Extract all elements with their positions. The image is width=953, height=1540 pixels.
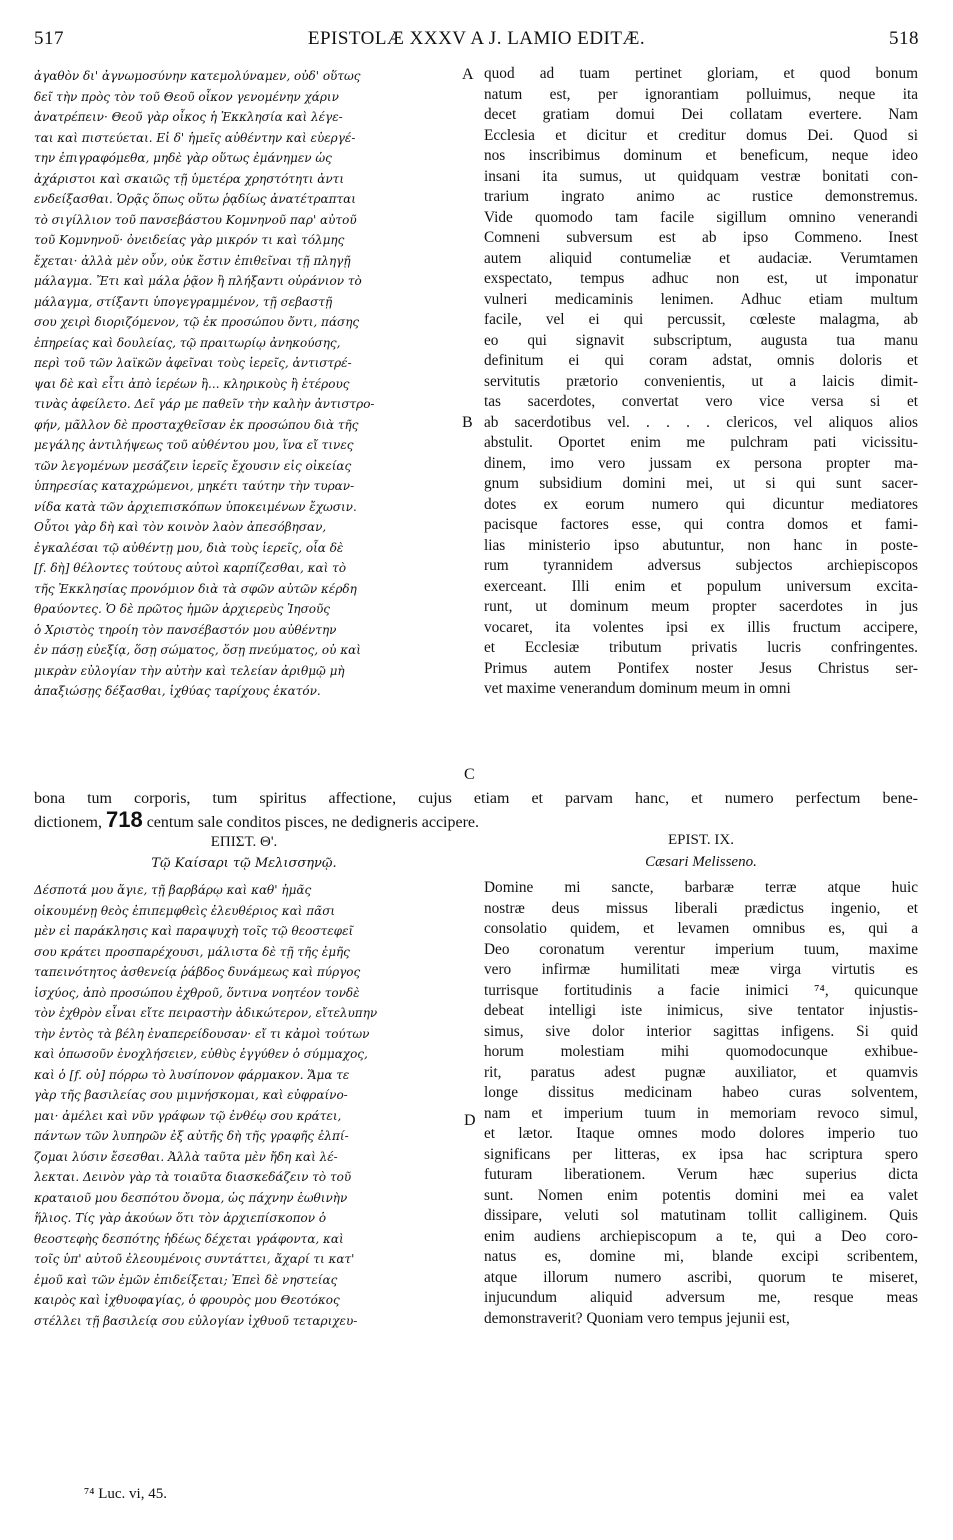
latin-text-line: significans per litteras, ex ipsa hac scriptura spero — [484, 1145, 918, 1163]
greek-text-line: ται καὶ πιστεύεται. Εἰ δ' ἡμεῖς αὐθέντην καὶ εὐεργέ- — [34, 130, 356, 145]
latin-text-line: nos inscribimus dominum et beneficum, neque ideo — [484, 147, 918, 164]
latin-text-line: autem aliquid contumeliæ et audaciæ. Verumtamen — [484, 249, 918, 267]
greek-text-line: Δέσποτά μου ἅγιε, τῇ βαρβάρῳ καὶ καθ' ἡμᾶς — [34, 883, 312, 897]
latin-text-line: vero infirmæ humilitati meæ virga virtutis es — [484, 961, 918, 978]
greek-text-line: την ἐπιγραφόμεθα, μηδὲ γὰρ οὕτως ἐμάνημεν ὡς — [34, 151, 332, 165]
running-header — [34, 28, 919, 58]
latin-text-line: trarium ingrato animo ac rustice demonstremus. — [484, 188, 918, 205]
latin-text-line: ab sacerdotibus vel. . . . . clericos, vel aliquos alios — [484, 413, 918, 431]
latin-text-line: Primus autem Pontifex noster Jesus Christus ser- — [484, 659, 918, 677]
greek-text-line: μεγάλης ἀντιλήψεως τοῦ αὐθέντου μου, ἵνα εἴ τινες — [34, 438, 354, 452]
full-width-text — [34, 788, 918, 830]
greek-text-line: ἐμοῦ καὶ τῶν ἐμῶν ἐπιδείξεται; Ἐπεὶ δὲ νηστείας — [34, 1272, 338, 1287]
greek-text-line: τὸ σιγίλλιον τοῦ πανσεβάστου Κομνηνοῦ παρ' αὐτοῦ — [34, 212, 357, 227]
greek-epistle-heading: ΕΠΙΣΤ. Θ'. — [210, 834, 278, 850]
greek-text-line: δεῖ τὴν πρὸς τὸν τοῦ Θεοῦ οἶκον γενομένην χάριν — [34, 89, 339, 104]
greek-text-line: οἰκουμένῃ θεὸς ἐπιπεμφθεὶς ἐλευθέριος καὶ πᾶσι — [34, 903, 336, 918]
greek-text-line: ψαι δὲ καὶ εἶτι ἀπὸ ἱερέων ἢ... κληρικοὺς ἢ ἑτέρους — [34, 376, 350, 391]
greek-text-line: νίδα κατὰ τῶν ἀρχιεπισκόπων ὑποκειμένων ἔχωσιν. — [34, 499, 357, 514]
latin-text-line: atque illorum numero ascribi, quorum te miseret, — [484, 1268, 918, 1286]
latin-text-line: horum molestiam mihi quomodocunque exhibue- — [484, 1043, 918, 1060]
latin-text-line: insani ita sumus, ut quidquam vestræ bonitati con- — [484, 167, 918, 185]
latin-text-line: natum est, per ignorantiam polluimus, neque ita — [484, 85, 918, 103]
greek-text-line: τῶν λεγομένων μεσάζειν ἱερεῖς ἔχουσιν εἰς οἰκείας — [34, 458, 352, 473]
greek-text-line: σου χειρὶ διοριζόμενον, τῷ ἐκ προσώπου ὄντι, πάσης — [34, 315, 360, 329]
page-number-left: 517 — [34, 28, 64, 49]
latin-text-line: dotes ex eorum numero qui dicuntur mediatores — [484, 495, 918, 513]
footnote: ⁷⁴ Luc. vi, 45. — [84, 1486, 167, 1502]
greek-text-line: σου κράτει προσπαρέχουσι, μάλιστα δὲ τῇ τῆς ἐμῆς — [34, 944, 350, 959]
margin-marker-c: C — [464, 766, 475, 783]
greek-text-line: τὴν ἐντὸς τὰ βέλη ἐναπερείδουσαν· εἴ τι κἀμοὶ τούτων — [34, 1026, 370, 1041]
latin-epistle-address: Cæsari Melisseno. — [645, 854, 757, 870]
greek-text-line: ὁ Χριστὸς τηροίη τὸν πανσέβαστόν μου αὐθέντην — [34, 622, 337, 637]
page-number-right: 518 — [889, 28, 919, 49]
greek-text-line: θεοστεφὴς δεσπότης ἡδέως δέχεται γράφοντα, καὶ — [34, 1231, 344, 1246]
greek-text-line: θραύοντες. Ὁ δὲ πρῶτος ἡμῶν ἀρχιερεὺς Ἰησοῦς — [34, 602, 331, 616]
full-line-2-start: dictionem, — [34, 814, 106, 831]
latin-text-line: Domine mi sancte, barbaræ terræ atque huic — [484, 879, 918, 896]
latin-text-line: et Ecclesiæ tributum privatis lucris confringentes. — [484, 639, 918, 656]
greek-text-line: στέλλει τῇ βασιλείᾳ σου εὐλογίαν ἰχθυοῦ τεταριχευ- — [34, 1313, 358, 1328]
greek-text-line: τοῖς ὑπ' αὐτοῦ ἐλεουμένοις συντάττει, ἄχαρί τι κατ' — [34, 1252, 355, 1266]
greek-column-bottom — [34, 880, 454, 1331]
latin-text-line: natus es, domine mi, blande excipi scribentem, — [484, 1248, 918, 1265]
latin-text-line: Vide quomodo tam facile sigillum omnino venerandi — [484, 208, 918, 226]
latin-text-line: vet maxime venerandum dominum meum in omni — [484, 680, 791, 697]
greek-text-line: τὸν ἐχθρὸν εἶναι εἴτε πειραστὴν ἀδικώτερον, εἴτελυπην — [34, 1006, 378, 1020]
greek-text-line: ὑπηρεσίας καταχρώμενοι, μηκέτι ταύτην τὴν τυραν- — [34, 479, 355, 493]
latin-text-line: et lætor. Itaque omnes modo dolores imperio tuo — [484, 1125, 918, 1142]
latin-text-line: pacisque factores esse, qui contra domos et fami- — [484, 516, 918, 533]
greek-text-line: καὶ ὁπωσοῦν ἐνοχλήσειεν, εὐθὺς ἐγγύθεν ὁ σύμμαχος, — [34, 1047, 368, 1061]
greek-text-line: περὶ τοῦ τῶν λαϊκῶν ἀφεῖναι τοὺς ἱερεῖς, ἀντιστρέ- — [34, 356, 352, 370]
greek-text-line: ἰσχύος, ἀπὸ προσώπου ἐχθροῦ, ὅντινα νοητέον τονδὲ — [34, 985, 360, 1000]
latin-text-line: facile, vel ei qui percussit, cœleste malagma, ab — [484, 311, 918, 328]
greek-epistle-address: Τῷ Καίσαρι τῷ Μελισσηνῷ. — [151, 856, 337, 871]
greek-text-line: τοῦ Κομνηνοῦ· ὀνειδείας γὰρ μικρόν τι καὶ τόλμης — [34, 233, 345, 247]
greek-text-line: ἔχεται· ἀλλὰ μὲν οὖν, οὐκ ἔστιν ἐπιθεῖναι τῇ πληγῇ — [34, 253, 351, 268]
latin-text-line: longe dissitus medicinam habeo curas solventem, — [484, 1084, 918, 1101]
greek-text-line: ἀπαξιώσῃς δέξασθαι, ἰχθύας ταρίχους ἑκατόν. — [34, 684, 321, 698]
latin-text-line: Deo coronatum verentur imperium tuum, maxime — [484, 940, 918, 958]
greek-text-line: ἐγκαλέσαι τῷ αὐθέντῃ μου, διὰ τοὺς ἱερεῖς, οἷα δὲ — [34, 540, 344, 555]
greek-text-line: τῆς Ἐκκλησίας προνόμιον διὰ τὰ σφῶν αὐτῶν κέρδη — [34, 581, 357, 596]
greek-text-line: καὶ ὁ [f. οὐ] πόρρω τὸ λυσίπονον φάρμακον. Ἅμα τε — [34, 1067, 350, 1082]
greek-text-line: μικρὰν εὐλογίαν τὴν αὐτὴν καὶ τελείαν ἀριθμῷ μὴ — [34, 663, 345, 678]
latin-epistle-heading: EPIST. IX. — [668, 832, 734, 848]
latin-text-line: eo qui signavit subscriptum, augusta tua manu — [484, 331, 918, 349]
greek-text-line: μὲν εἰ παράκλησις καὶ παραψυχὴ τοῖς τῷ θεοστεφεῖ — [34, 924, 354, 938]
latin-text-line: rit, paratus adest pugnæ auxiliator, et quamvis — [484, 1063, 918, 1081]
latin-text-line: consolatio quidem, et levamen omnibus es, qui a — [484, 920, 918, 937]
latin-column-bottom — [484, 878, 918, 1329]
greek-text-line: ἥλιος. Τίς γὰρ ἀκούων ὅτι τὸν ἀρχιεπίσκοπον ὁ — [34, 1211, 327, 1225]
full-line-2-rest: centum sale conditos pisces, ne dedigneris accipere. — [142, 814, 480, 831]
margin-marker-d: D — [464, 1112, 476, 1129]
latin-text-line: sunt. Nomen enim potentis domini mei ea valet — [484, 1186, 918, 1204]
running-title: EPISTOLÆ XXXV A J. LAMIO EDITÆ. — [307, 28, 646, 49]
latin-text-line: nam et imperium tuum in memoriam revoco simul, — [484, 1104, 918, 1122]
greek-text-line: λεκται. Δεινὸν γὰρ τὰ τοιαῦτα διασκεδάζειν τὸ τοῦ — [34, 1170, 352, 1184]
latin-text-line: definitum ei qui coram adstat, omnis doloris et — [484, 352, 918, 369]
latin-text-line: gnum subsidium domini mei, ut si qui sunt sacer- — [484, 475, 918, 492]
greek-text-line: ἐν πάσῃ εὐεξίᾳ, ὅσῃ σώματος, ὅσῃ πνεύματος, οὐ καὶ — [34, 643, 361, 657]
greek-text-line: μάλαγμα, στίξαντι ὑπογεγραμμένον, τῇ σεβαστῇ — [34, 294, 333, 309]
latin-text-line: simus, sive dolor interior sagittas infigens. Si quid — [484, 1022, 918, 1040]
latin-text-line: Ecclesia et dicitur et creditur domus Dei. Quod si — [484, 126, 918, 144]
latin-text-line: tas sacerdotes, convertat vero vice versa si et — [484, 393, 918, 410]
greek-text-line: ἀχάριστοι καὶ σκαιῶς τῇ ὑμετέρα χρηστότητι ἀντι — [34, 171, 345, 186]
latin-text-line: decet gratiam domui Dei collatam evertere. Nam — [484, 106, 918, 123]
latin-text-line: demonstraverit? Quoniam vero tempus jejunii est, — [484, 1309, 790, 1327]
latin-text-line: dissipare, veluti sol matutinam tollit calliginem. Quis — [484, 1207, 918, 1224]
greek-text-line: τινὰς ἀφείλετο. Δεῖ γάρ με παθεῖν τὴν καλὴν ἀντιστρο- — [34, 397, 375, 411]
latin-text-line: dinem, imo vero jussam ex persona propter ma- — [484, 454, 918, 472]
latin-text-line: lias ministerio ipso abutuntur, non hanc in poste- — [484, 536, 918, 554]
latin-text-line: injucundum aliquid adversum me, resque meas — [484, 1289, 918, 1306]
greek-text-line: γὰρ τῆς βασιλείας σου μιμνήσκομαι, καὶ εὐφραίνο- — [34, 1088, 348, 1102]
latin-text-line: runt, ut dominum meum propter sacerdotes in jus — [484, 598, 918, 615]
latin-text-line: servitutis prætorio convenientis, ut a laicis dimit- — [484, 372, 918, 390]
latin-text-line: nostræ deus missus liberali prædictus ingenio, et — [484, 899, 918, 917]
greek-text-line: μάλαγμα. Ἔτι καὶ μάλα ῥᾷον ἢ πλήξαντι οὐράνιον τὸ — [34, 274, 362, 288]
latin-text-line: futuram liberationem. Verum hæc superius dicta — [484, 1166, 918, 1183]
latin-text-line: debeat intelligi iste inimicus, sive tentator injustis- — [484, 1002, 918, 1019]
latin-text-line: exspectato, tempus adhuc non est, ut imponatur — [484, 270, 918, 287]
greek-text-line: [f. δὴ] θέλοντες τούτους αὐτοὶ καρπίζεσθαι, καὶ τὸ — [34, 561, 347, 575]
greek-text-line: ἀγαθὸν δι' ἀγνωμοσύνην κατεμολύναμεν, οὐδ' οὕτως — [34, 69, 361, 83]
latin-text-line: vocaret, ita volentes ipsi ex illis fructum accipere, — [484, 618, 918, 636]
greek-text-line: πάντων τῶν λυπηρῶν ἐξ αὐτῆς δὴ τῆς γραφῆς ἐλπί- — [34, 1129, 349, 1143]
latin-text-line: exerceant. Illi enim et populum universum excita- — [484, 577, 918, 595]
latin-text-line: Comneni subversum est ab ipso Commeno. Inest — [484, 229, 918, 246]
greek-column-top — [34, 66, 454, 702]
greek-text-line: κραταιοῦ μου δεσπότου ὄνομα, ὡς πάχνην ἑωθινὴν — [34, 1190, 348, 1205]
greek-text-line: καιρὸς καὶ ἰχθυοφαγίας, ὁ φρουρὸς μου Θεοτόκος — [34, 1293, 340, 1307]
greek-text-line: ταπεινότητος ἀσθενείᾳ ῥάβδος δυνάμεως καὶ πύργος — [34, 965, 361, 979]
margin-marker-b: B — [462, 414, 473, 431]
greek-text-line: ενδείξασθαι. Ὁρᾷς ὅπως οὕτω ῥᾳδίως ἀνατέτραπται — [34, 192, 356, 206]
greek-text-line: ἐπηρείας καὶ δουλείας, τῷ πραιτωρίῳ ἀνηκούσης, — [34, 335, 341, 350]
latin-text-line: quod ad tuam pertinet gloriam, et quod bonum — [484, 65, 918, 82]
margin-marker-a: A — [462, 66, 474, 83]
full-line-2 — [34, 809, 918, 830]
latin-text-line: vulneri medicaminis lenimen. Adhuc etiam multum — [484, 290, 918, 308]
full-line-1: bona tum corporis, tum spiritus affectione, cujus etiam et parvam hanc, et numero perfectum bene- — [34, 790, 918, 807]
greek-text-line: ζομαι λύσιν ἔσεσθαι. Ἀλλὰ ταῦτα μὲν ἤδη καὶ λέ- — [34, 1149, 338, 1164]
greek-text-line: ἀνατρέπειν· Θεοῦ γὰρ οἶκος ἡ Ἐκκλησία καὶ λέγε- — [34, 110, 343, 124]
latin-text-line: abstulit. Oportet enim me pulchram pati vicissitu- — [484, 434, 918, 451]
latin-text-line: turrisque fortitudinis a facie inimici ⁷⁴, quicunque — [484, 981, 918, 999]
greek-text-line: μαι· ἀμέλει καὶ νῦν γράφων τῷ ἐνθέῳ σου κράτει, — [34, 1108, 342, 1123]
greek-text-line: φήν, μᾶλλον δὲ προσταχθεῖσαν ἐκ προσώπου διὰ τῆς — [34, 417, 359, 432]
latin-text-line: enim audiens archiepiscopum a te, qui a Deo coro- — [484, 1227, 918, 1245]
marginal-page-number: 718 — [105, 807, 143, 832]
greek-text-line: Οὗτοι γὰρ δὴ καὶ τὸν κοινὸν λαὸν ἀπεσόβησαν, — [34, 520, 327, 534]
latin-text-line: rum tyrannidem adversus subjectos archiepiscopos — [484, 557, 918, 574]
latin-column-top — [484, 64, 918, 700]
